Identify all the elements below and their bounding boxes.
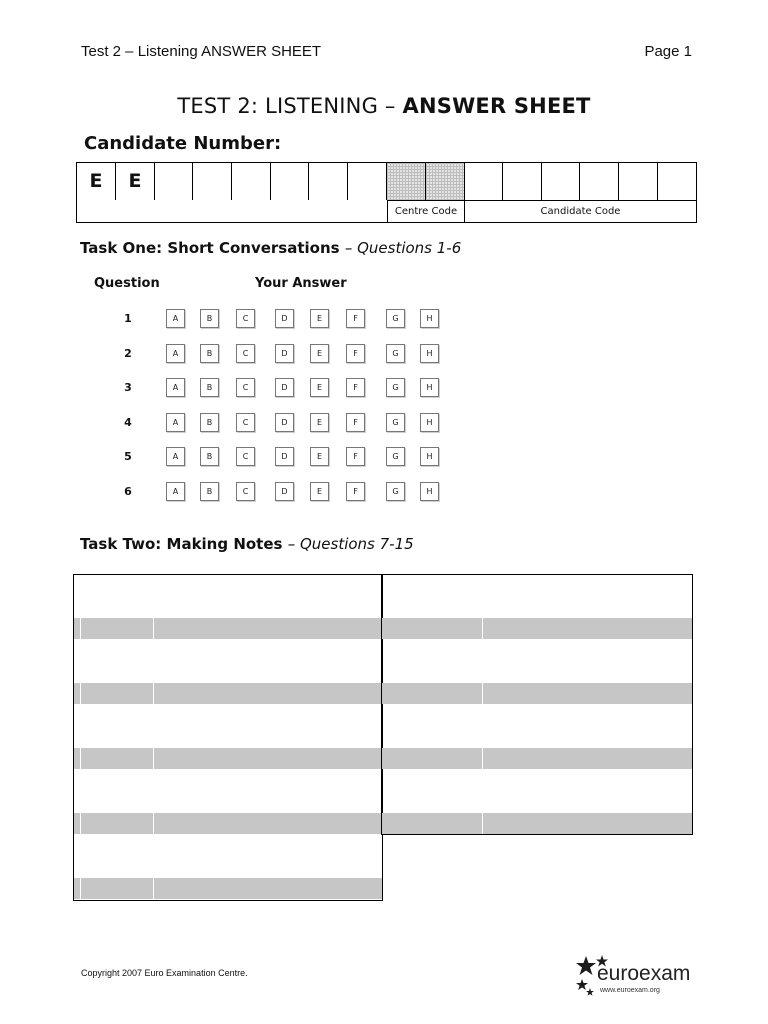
answer-option-c-q5[interactable]: C [236, 447, 255, 466]
answer-option-e-q3[interactable]: E [310, 378, 329, 397]
answer-option-g-q4[interactable]: G [386, 413, 405, 432]
answer-option-c-q3[interactable]: C [236, 378, 255, 397]
answer-band-8[interactable] [382, 618, 692, 639]
page-number: Page 1 [644, 43, 692, 60]
notes-box-right [381, 574, 693, 835]
answer-option-d-q3[interactable]: D [275, 378, 294, 397]
answer-option-g-q5[interactable]: G [386, 447, 405, 466]
candidate-number-label: Candidate Number: [84, 133, 282, 154]
answer-option-e-q6[interactable]: E [310, 482, 329, 501]
task-one-questions: – Questions 1-6 [344, 239, 462, 257]
euroexam-logo-text: euroexam [597, 962, 691, 985]
answer-column-header: Your Answer [255, 276, 347, 291]
answer-option-c-q2[interactable]: C [236, 344, 255, 363]
answer-option-a-q2[interactable]: A [166, 344, 185, 363]
answer-option-b-q2[interactable]: B [200, 344, 219, 363]
question-number: 3 [124, 381, 132, 394]
answer-option-d-q2[interactable]: D [275, 344, 294, 363]
answer-option-g-q6[interactable]: G [386, 482, 405, 501]
answer-option-f-q4[interactable]: F [346, 413, 365, 432]
question-number: 6 [124, 485, 132, 498]
candidate-cell-4[interactable] [193, 163, 232, 200]
answer-option-g-q3[interactable]: G [386, 378, 405, 397]
task-two-heading [80, 535, 414, 553]
answer-option-e-q1[interactable]: E [310, 309, 329, 328]
answer-band-11[interactable] [74, 748, 382, 769]
answer-band-13[interactable] [74, 813, 382, 834]
answer-option-a-q1[interactable]: A [166, 309, 185, 328]
question-number: 4 [124, 416, 132, 429]
answer-option-g-q2[interactable]: G [386, 344, 405, 363]
candidate-cell-2: E [116, 163, 155, 200]
candidate-cell-13[interactable] [619, 163, 658, 200]
page-header-title: Test 2 – Listening ANSWER SHEET [81, 43, 322, 60]
task-two-questions: – Questions 7-15 [287, 535, 414, 553]
answer-option-c-q4[interactable]: C [236, 413, 255, 432]
answer-option-a-q4[interactable]: A [166, 413, 185, 432]
task-two-title: Task Two: Making Notes [80, 535, 283, 553]
answer-band-14[interactable] [382, 813, 692, 834]
answer-option-b-q1[interactable]: B [200, 309, 219, 328]
answer-option-e-q2[interactable]: E [310, 344, 329, 363]
title-bold: ANSWER SHEET [402, 94, 591, 118]
answer-band-15[interactable] [74, 878, 382, 899]
answer-band-10[interactable] [382, 683, 692, 704]
answer-option-f-q3[interactable]: F [346, 378, 365, 397]
answer-option-h-q4[interactable]: H [420, 413, 439, 432]
euroexam-url: www.euroexam.org [600, 987, 660, 994]
answer-option-g-q1[interactable]: G [386, 309, 405, 328]
answer-option-h-q3[interactable]: H [420, 378, 439, 397]
candidate-cell-9[interactable] [465, 163, 503, 200]
answer-option-b-q4[interactable]: B [200, 413, 219, 432]
title-prefix: TEST 2: LISTENING – [177, 94, 403, 118]
candidate-cell-10[interactable] [503, 163, 542, 200]
candidate-cell-hatched-1 [387, 163, 426, 200]
candidate-cell-3[interactable] [155, 163, 193, 200]
answer-option-b-q6[interactable]: B [200, 482, 219, 501]
answer-option-f-q1[interactable]: F [346, 309, 365, 328]
candidate-cell-1: E [77, 163, 116, 200]
answer-option-h-q1[interactable]: H [420, 309, 439, 328]
answer-option-d-q1[interactable]: D [275, 309, 294, 328]
candidate-cell-12[interactable] [580, 163, 619, 200]
question-number: 2 [124, 347, 132, 360]
question-number: 5 [124, 450, 132, 463]
candidate-cell-8[interactable] [348, 163, 387, 200]
question-column-header: Question [94, 276, 160, 291]
copyright-text: Copyright 2007 Euro Examination Centre. [81, 968, 248, 978]
answer-option-b-q5[interactable]: B [200, 447, 219, 466]
question-number: 1 [124, 312, 132, 325]
answer-option-e-q5[interactable]: E [310, 447, 329, 466]
answer-option-c-q6[interactable]: C [236, 482, 255, 501]
candidate-cell-5[interactable] [232, 163, 271, 200]
candidate-cell-11[interactable] [542, 163, 580, 200]
task-one-title: Task One: Short Conversations [80, 239, 340, 257]
candidate-cell-hatched-2 [426, 163, 465, 200]
answer-option-f-q5[interactable]: F [346, 447, 365, 466]
answer-option-h-q2[interactable]: H [420, 344, 439, 363]
candidate-code-label: Candidate Code [465, 200, 696, 223]
answer-option-h-q6[interactable]: H [420, 482, 439, 501]
candidate-cell-7[interactable] [309, 163, 348, 200]
answer-option-a-q6[interactable]: A [166, 482, 185, 501]
answer-band-7[interactable] [74, 618, 382, 639]
answer-option-b-q3[interactable]: B [200, 378, 219, 397]
document-title [0, 94, 768, 118]
answer-option-a-q5[interactable]: A [166, 447, 185, 466]
candidate-number-grid [76, 162, 697, 223]
centre-code-label: Centre Code [387, 200, 465, 223]
task-one-heading [80, 239, 461, 257]
answer-option-d-q6[interactable]: D [275, 482, 294, 501]
candidate-cell-6[interactable] [271, 163, 309, 200]
answer-option-h-q5[interactable]: H [420, 447, 439, 466]
answer-option-f-q6[interactable]: F [346, 482, 365, 501]
answer-option-e-q4[interactable]: E [310, 413, 329, 432]
answer-option-c-q1[interactable]: C [236, 309, 255, 328]
answer-band-9[interactable] [74, 683, 382, 704]
notes-box-left [73, 574, 383, 901]
answer-option-a-q3[interactable]: A [166, 378, 185, 397]
answer-option-f-q2[interactable]: F [346, 344, 365, 363]
answer-band-12[interactable] [382, 748, 692, 769]
answer-option-d-q4[interactable]: D [275, 413, 294, 432]
answer-option-d-q5[interactable]: D [275, 447, 294, 466]
candidate-cell-14[interactable] [658, 163, 696, 200]
